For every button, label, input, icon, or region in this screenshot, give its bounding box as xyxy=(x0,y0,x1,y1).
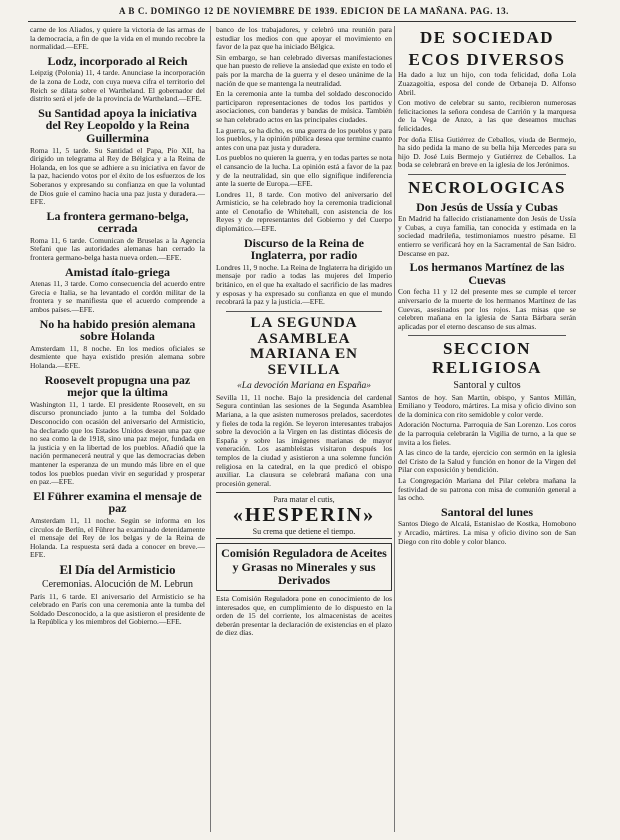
article-paragraph: A las cinco de la tarde, ejercicio con sermón en la iglesia del Cristo de la Salud y función en honor de la Virgen del Pilar con exposición y bendición. xyxy=(398,448,576,475)
column-left xyxy=(30,26,205,834)
headline-lodz: Lodz, incorporado al Reich xyxy=(47,53,188,68)
headline-roosevelt: Roosevelt propugna una paz mejor que la última xyxy=(44,372,191,400)
headline-fuhrer: El Führer examina el mensaje de paz xyxy=(33,488,202,516)
article-paragraph: En Madrid ha fallecido cristianamente don Jesús de Ussía y Cubas, a cuya familia, tan conocida y estimada en la sociedad madrileña, testimoniamos nuestro pésame. El entierro se verificará hoy en la Sacramental de San Isidro. Descanse en paz. xyxy=(398,214,576,258)
subheadline-armisticio: Ceremonias. Alocución de M. Lebrun xyxy=(41,578,194,590)
ad-kicker: Para matar el cutis, xyxy=(273,495,335,505)
headline-frontera: La frontera germano-belga, cerrada xyxy=(46,208,189,236)
column-middle xyxy=(216,26,392,834)
article-paragraph: Sevilla 11, 11 noche. Bajo la presidencia del cardenal Segura continúan las sesiones de la Segunda Asamblea Mariana, a la que asisten numerosos prelados, sacerdotes y fieles de toda la región. Se leyeron interesantes trabajos sobre la devoción a la Virgen en las distintas diócesis de España y sobre las imágenes marianas de mayor veneración. Los asambleístas visitaron después los templos de la ciudad y asistieron a una solemne función religiosa en la catedral, en la que predicó el obispo auxiliar. La clausura se celebrará mañana con una procesión general. xyxy=(216,392,392,488)
article-paragraph: Santos Diego de Alcalá, Estanislao de Kostka, Homobono y Arcadio, mártires. La misa y oficio divino son de San Diego con rito doble y color blanco. xyxy=(398,519,576,546)
subheadline-asamblea: «La devoción Mariana en España» xyxy=(236,380,372,391)
headline-ussia: Don Jesús de Ussía y Cubas xyxy=(416,199,558,214)
article-paragraph: En la ceremonia ante la tumba del soldado desconocido participaron representaciones de todos los partidos y asociaciones, con banderas y bandas de música. También se han celebrado actos en las principales ciudades. xyxy=(216,89,392,124)
article-paragraph: Amsterdam 11, 11 noche. Según se informa en los círculos de Berlín, el Führer ha examinado detenidamente el mensaje del Rey de los belgas y de la Reina de Holanda. La respuesta será dada a conocer en breve.—EFE. xyxy=(30,515,205,560)
article-paragraph: Atenas 11, 3 tarde. Como consecuencia del acuerdo entre Grecia e Italia, se ha levantado el cordón militar de la frontera y se manifiesta que el acuerdo comprende a ambos países.—EFE. xyxy=(30,279,205,315)
ad-tagline: Su crema que detiene el tiempo. xyxy=(252,527,356,537)
article-paragraph: Londres 11, 9 noche. La Reina de Inglaterra ha dirigido un mensaje por radio a todas las mujeres del Imperio británico, en el que ha exaltado el sacrificio de las madres y esposas y ha expresado su confianza en que el mundo recobrará la paz y la justicia.—EFE. xyxy=(216,262,392,307)
section-rule xyxy=(408,335,566,336)
article-paragraph: Con motivo de celebrar su santo, recibieron numerosas felicitaciones la señora condesa de Carrión y la marquesa de la Vega de Anzo, a las que deseamos muchas felicidades. xyxy=(398,98,576,133)
article-paragraph: Roma 11, 6 tarde. Comunican de Bruselas a la Agencia Stefani que las autoridades alemanas han cerrado la frontera germano-belga hasta nueva orden.—EFE. xyxy=(30,235,205,263)
article-paragraph: Adoración Nocturna. Parroquia de San Lorenzo. Los coros de la parroquia celebrarán la Vigilia de turno, a la que se invita a los fieles. xyxy=(398,420,576,447)
header-rule xyxy=(28,21,576,22)
page-header: A B C. DOMINGO 12 DE NOVIEMBRE DE 1939. EDICION DE LA MAÑANA. PAG. 13. xyxy=(118,6,510,16)
article-paragraph: Londres 11, 8 tarde. Con motivo del aniversario del Armisticio, se ha celebrado hoy la ceremonia tradicional ante el Cenotafio de Whitehall, con asistencia de los Reyes y de representantes del Gobierno y del Cuerpo diplomático.—EFE. xyxy=(216,189,392,234)
article-paragraph: Los pueblos no quieren la guerra, y en todas partes se nota el cansancio de la lucha. La opinión está a favor de la paz y de la neutralidad, sin que ello signifique indiferencia ante la suerte de Europa.—EFE. xyxy=(216,153,392,189)
column-right xyxy=(398,26,576,834)
article-paragraph: París 11, 6 tarde. El aniversario del Armisticio se ha celebrado en París con una ceremonia ante la tumba del Soldado Desconocido, a la que asistieron el presidente de la República y los miembros del Gobierno.—EFE. xyxy=(30,591,205,627)
subheadline-santoral: Santoral y cultos xyxy=(453,379,521,391)
article-paragraph: Roma 11, 5 tarde. Su Santidad el Papa, Pío XII, ha dirigido un telegrama al Rey de Bélgica y a la Reina de Holanda, en los que se adhiere a su iniciativa en favor de la paz, haciendo votos por el éxito de los esfuerzos de los Soberanos y expresando su confianza en que la voluntad de Dios guíe el camino hacia una paz justa y duradera.—EFE. xyxy=(30,145,205,207)
section-title-religiosa: SECCION RELIGIOSA xyxy=(432,339,542,377)
article-paragraph: Santos de hoy. San Martín, obispo, y Santos Millán, Emiliano y Teodoro, mártires. La misa y oficio divino son de la dominica con rito semidoble y color verde. xyxy=(398,392,576,419)
column-divider xyxy=(210,26,211,832)
article-paragraph: banco de los trabajadores, y celebró una reunión para estudiar los medios con que apoyar el movimiento en favor de la paz que ha iniciado Bélgica. xyxy=(216,26,392,52)
article-paragraph: Amsterdam 11, 8 noche. En los medios oficiales se desmiente que haya existido presión alemana sobre Holanda.—EFE. xyxy=(30,343,205,370)
article-paragraph: La Congregación Mariana del Pilar celebra mañana la festividad de su patrona con misa de comunión general a las ocho. xyxy=(398,476,576,503)
section-title-ecos: ECOS DIVERSOS xyxy=(408,49,566,69)
headline-armisticio: El Día del Armisticio xyxy=(59,561,176,577)
article-paragraph: Con fecha 11 y 12 del presente mes se cumple el tercer aniversario de la muerte de los hermanos Martínez de las Cuevas, asesinados por los rojos. Las misas que se celebren mañana en la iglesia de Santa Bárbara serán aplicadas por el eterno descanso de sus almas. xyxy=(398,287,576,331)
headline-martinez: Los hermanos Martínez de las Cuevas xyxy=(409,260,565,287)
headline-santoral-lunes: Santoral del lunes xyxy=(440,504,533,519)
column-divider xyxy=(394,26,395,832)
section-title-necrologicas: NECROLOGICAS xyxy=(408,177,566,197)
section-rule xyxy=(408,174,566,175)
ad-brand: «HESPERIN» xyxy=(232,504,376,527)
headline-asamblea: LA SEGUNDA ASAMBLEA MARIANA EN SEVILLA xyxy=(250,314,358,379)
headline-presion: No ha habido presión alemana sobre Holanda xyxy=(39,316,196,344)
article-paragraph: Leipzig (Polonia) 11, 4 tarde. Anunciase la incorporación de la zona de Lodz, con cuya nueva cifra el territorio del Reich se dilata sobre el Wartheland. El gobernador del distrito será el jefe de la provincia de Wartheland.—EFE. xyxy=(30,68,205,104)
article-paragraph: Ha dado a luz un hijo, con toda felicidad, doña Lola Zuazagoitia, esposa del conde de Orbaneja D. Alfonso Abril. xyxy=(398,70,576,97)
article-paragraph: Por doña Elisa Gutiérrez de Ceballos, viuda de Bermejo, ha sido pedida la mano de su bella hija Mercedes para su hijo D. José Luis Bermejo y Gutiérrez de Ceballos. La boda se celebrará en breve en la iglesia de los Jerónimos. xyxy=(398,134,576,170)
article-paragraph: Sin embargo, se han celebrado diversas manifestaciones que han puesto de relieve la ansiedad que existe en todo el país por la marcha de la guerra y el deseo unánime de la nación de que se mantenga la neutralidad. xyxy=(216,52,392,88)
headline-reina: Discurso de la Reina de Inglaterra, por radio xyxy=(244,235,364,263)
headline-amistad: Amistad ítalo-griega xyxy=(65,264,170,279)
section-rule xyxy=(226,311,382,312)
advertisement-hesperin xyxy=(216,492,392,539)
article-paragraph: carne de los Aliados, y quiere la victoria de las armas de la democracia, a fin de que la vida en el mundo recobre la normalidad.—EFE. xyxy=(30,26,205,52)
article-paragraph: Washington 11, 1 tarde. El presidente Roosevelt, en su discurso pronunciado junto a la tumba del Soldado Desconocido con ocasión del aniversario del Armisticio, ha declarado que los Estados Unidos desean una paz que no sea como la de 1918, sino una paz mejor, fundada en la justicia y en la libertad de los pueblos. Añadió que la nación permanecerá neutral y que las democracias deben mantener la esperanza de un mundo más libre en el que todos los pueblos puedan vivir en seguridad y prosperar en paz.—EFE. xyxy=(30,399,205,487)
section-title-sociedad: DE SOCIEDAD xyxy=(419,28,555,47)
article-paragraph: Esta Comisión Reguladora pone en conocimiento de los interesados que, en cumplimiento de lo dispuesto en la orden de 15 del corriente, los almacenistas de aceites deberán presentar la declaración de existencias en el plazo de diez días. xyxy=(216,593,392,638)
headline-comision: Comisión Reguladora de Aceites y Grasas no Minerales y sus Derivados xyxy=(216,543,392,591)
article-paragraph: La guerra, se ha dicho, es una guerra de los pueblos y para los pueblos, y la opinión pública desea que termine cuanto antes con una paz justa y duradera. xyxy=(216,125,392,152)
headline-santidad: Su Santidad apoya la iniciativa del Rey Leopoldo y la Reina Guillermina xyxy=(38,105,197,145)
